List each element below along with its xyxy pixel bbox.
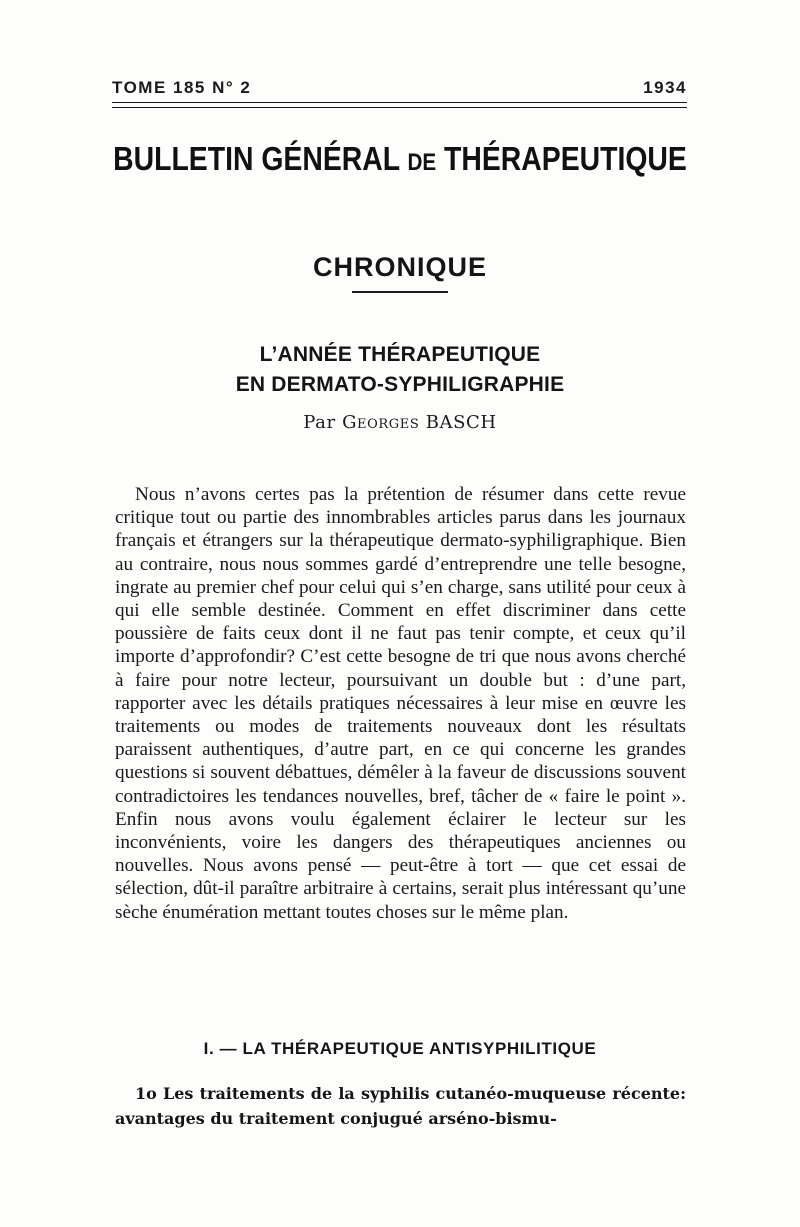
section-title-underline xyxy=(352,291,448,293)
part-heading: I. — LA THÉRAPEUTIQUE ANTISYPHILITIQUE xyxy=(203,1039,597,1058)
header-rule-bottom xyxy=(112,107,687,108)
subsection-heading: 1o Les traitements de la syphilis cutanéo-muqueuse récente: avantages du traitement conjugué arséno-bismu- xyxy=(115,1084,686,1128)
article-title xyxy=(0,340,800,400)
byline xyxy=(0,412,800,433)
journal-title-part2: THÉRAPEUTIQUE xyxy=(444,140,687,177)
journal-title-connector: DE xyxy=(407,149,437,176)
publication-year: 1934 xyxy=(643,78,687,97)
author-first-name: Georges xyxy=(342,412,420,433)
volume-number: TOME 185 N° 2 xyxy=(112,78,252,97)
author-last-name: BASCH xyxy=(425,412,497,433)
intro-paragraph: Nous n’avons certes pas la prétention de résumer dans cette revue critique tout ou partie des innombrables articles parus dans les journaux français et étrangers sur la thérapeutique dermato-syphiligraphique. Bien au contraire, nous nous sommes gardé d’entreprendre une telle besogne, ingrate au premier chef pour celui qui s’en charge, sans utilité pour ceux à qui elle semble destinée. Comment en effet discriminer dans cette poussière de faits ceux dont il ne faut pas tenir compte, et ceux qu’il importe d’approfondir? C’est cette besogne de tri que nous avons cherché à faire pour notre lecteur, poursuivant un double but : d’une part, rapporter avec les détails pratiques nécessaires à leur mise en œuvre les traitements ou modes de traitements nouveaux dont les résultats paraissent authentiques, d’autre part, en ce qui concerne les grandes questions si souvent débattues, démêler à la faveur de discussions souvent contradictoires les tendances nouvelles, bref, tâcher de « faire le point ». Enfin nous avons voulu également éclairer le lecteur sur les inconvénients, voire les dangers des thérapeutiques anciennes ou nouvelles. Nous avons pensé — peut-être à tort — que cet essai de sélection, dût-il paraître arbitraire à certains, serait plus intéressant qu’une sèche énumération mettant toutes choses sur le même plan. xyxy=(115,484,686,923)
journal-title xyxy=(56,140,744,178)
header-rule-top xyxy=(112,102,687,103)
journal-title-part1: BULLETIN GÉNÉRAL xyxy=(113,140,400,177)
running-head xyxy=(112,78,687,98)
article-title-line1: L’ANNÉE THÉRAPEUTIQUE xyxy=(259,343,541,366)
byline-prefix: Par xyxy=(303,412,336,433)
article-title-line2: EN DERMATO-SYPHILIGRAPHIE xyxy=(235,373,565,396)
section-title: CHRONIQUE xyxy=(312,252,487,282)
